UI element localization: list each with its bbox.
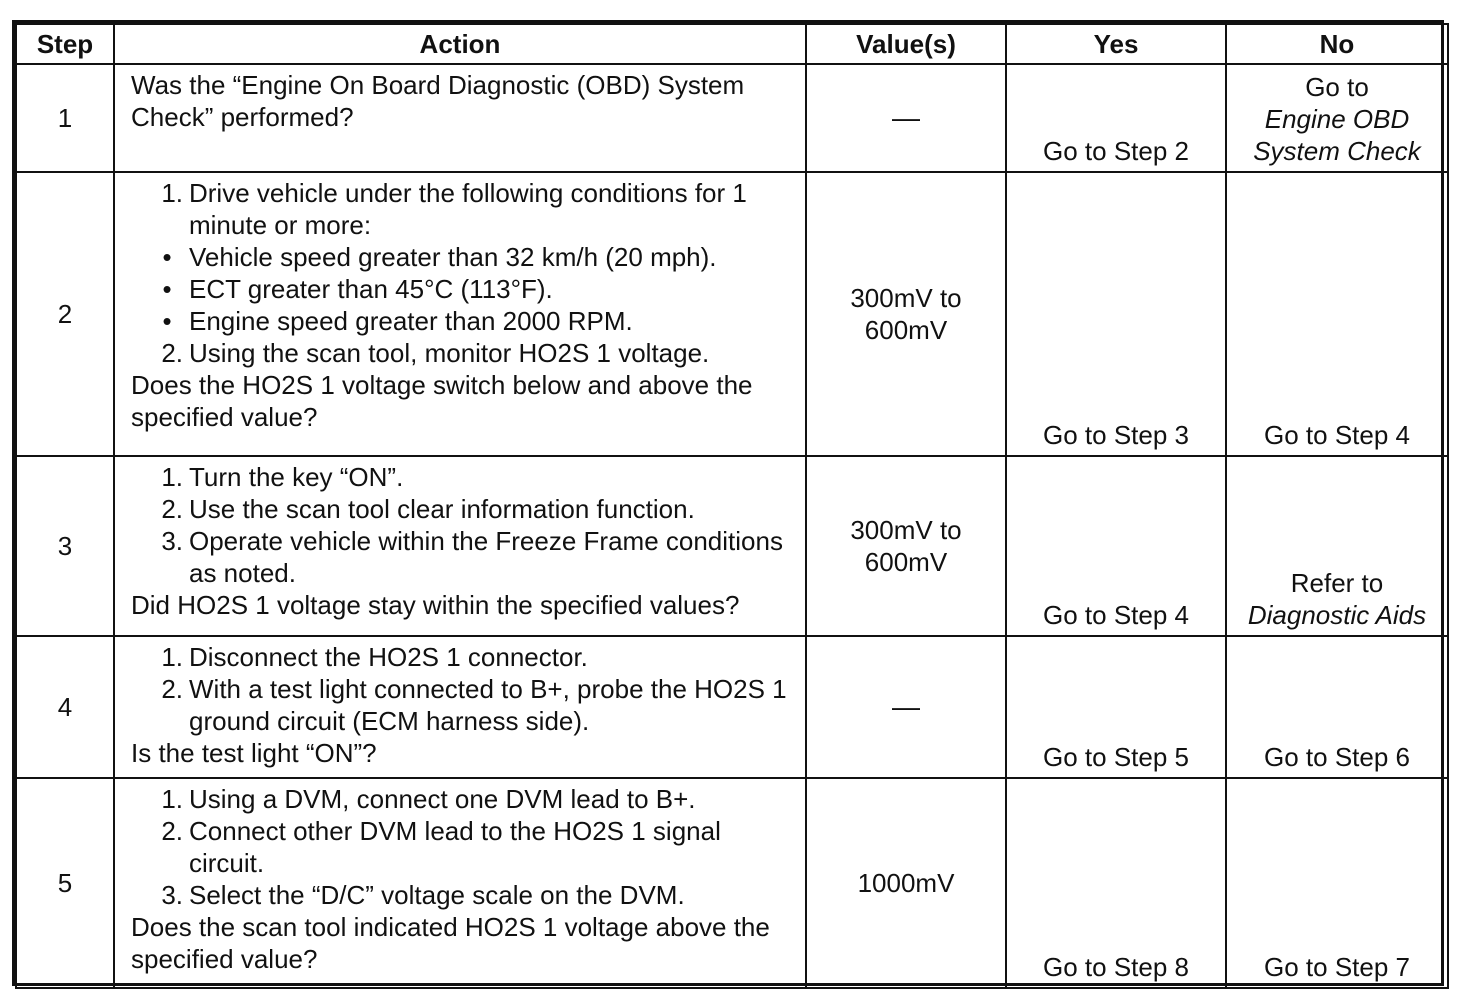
table-row — [16, 64, 1448, 172]
numbered-item — [151, 177, 791, 241]
item-text: Use the scan tool clear information function. — [189, 494, 695, 524]
action-cell — [114, 64, 806, 172]
no-value-dash: — — [892, 691, 920, 722]
no-action-text: Go to Step 7 — [1264, 952, 1410, 982]
value-line: 600mV — [864, 547, 948, 577]
item-marker: • — [162, 306, 172, 336]
item-text: Operate vehicle within the Freeze Frame conditions as noted. — [189, 526, 783, 588]
item-marker: 1. — [161, 178, 183, 208]
action-cell — [114, 778, 806, 988]
step-number: 2 — [16, 172, 114, 456]
item-marker: • — [162, 242, 172, 272]
numbered-item — [151, 783, 791, 815]
no-action-text: Go to Step 6 — [1264, 742, 1410, 772]
value-cell — [806, 172, 1006, 456]
no-action — [1226, 172, 1448, 456]
item-text: ECT greater than 45°C (113°F). — [189, 274, 553, 304]
numbered-item — [151, 461, 791, 493]
value-cell — [806, 778, 1006, 988]
item-marker: 1. — [161, 642, 183, 672]
no-action — [1226, 778, 1448, 988]
no-action-text: Refer to — [1290, 568, 1384, 598]
numbered-item — [151, 879, 791, 911]
no-action-text: Go to — [1305, 72, 1369, 102]
no-action — [1226, 64, 1448, 172]
item-text: With a test light connected to B+, probe the HO2S 1 ground circuit (ECM harness side). — [189, 674, 787, 736]
header-yes: Yes — [1006, 24, 1226, 64]
numbered-item — [151, 641, 791, 673]
yes-action: Go to Step 8 — [1006, 778, 1226, 988]
bullet-item — [151, 241, 791, 273]
step-number: 5 — [16, 778, 114, 988]
diagnostic-table — [12, 20, 1444, 986]
item-text: Vehicle speed greater than 32 km/h (20 mph). — [189, 242, 717, 272]
item-marker: 1. — [161, 462, 183, 492]
no-action-reference: Diagnostic Aids — [1247, 600, 1427, 630]
header-values: Value(s) — [806, 24, 1006, 64]
yes-action: Go to Step 2 — [1006, 64, 1226, 172]
numbered-item — [151, 673, 791, 737]
item-marker: 3. — [161, 880, 183, 910]
item-marker: 3. — [161, 526, 183, 556]
action-cell — [114, 172, 806, 456]
header-action: Action — [114, 24, 806, 64]
item-text: Disconnect the HO2S 1 connector. — [189, 642, 588, 672]
step-number: 4 — [16, 636, 114, 778]
question-text: Does the HO2S 1 voltage switch below and above the specified value? — [131, 370, 753, 432]
table-row — [16, 172, 1448, 456]
value-line: 300mV to — [850, 283, 962, 313]
item-marker: • — [162, 274, 172, 304]
item-text: Using a DVM, connect one DVM lead to B+. — [189, 784, 696, 814]
item-text: Select the “D/C” voltage scale on the DVM. — [189, 880, 685, 910]
yes-action: Go to Step 5 — [1006, 636, 1226, 778]
table-row — [16, 636, 1448, 778]
no-action-reference: Engine OBD System Check — [1253, 104, 1421, 166]
question-text: Is the test light “ON”? — [131, 738, 377, 768]
item-text: Connect other DVM lead to the HO2S 1 signal circuit. — [189, 816, 721, 878]
table-row — [16, 456, 1448, 636]
no-action — [1226, 456, 1448, 636]
value-cell — [806, 456, 1006, 636]
value-line: 300mV to — [850, 515, 962, 545]
item-text: Using the scan tool, monitor HO2S 1 voltage. — [189, 338, 710, 368]
bullet-item — [151, 273, 791, 305]
numbered-item — [151, 337, 791, 369]
numbered-item — [151, 815, 791, 879]
diagnostic-table-grid — [15, 23, 1449, 989]
header-no: No — [1226, 24, 1448, 64]
no-action — [1226, 636, 1448, 778]
question-text: Does the scan tool indicated HO2S 1 voltage above the specified value? — [131, 912, 770, 974]
action-cell — [114, 636, 806, 778]
question-text: Did HO2S 1 voltage stay within the specified values? — [131, 590, 740, 620]
bullet-item — [151, 305, 791, 337]
value-cell — [806, 636, 1006, 778]
header-row — [16, 24, 1448, 64]
table-row — [16, 778, 1448, 988]
yes-action: Go to Step 3 — [1006, 172, 1226, 456]
value-cell — [806, 64, 1006, 172]
value-line: 1000mV — [857, 868, 955, 898]
question-text: Was the “Engine On Board Diagnostic (OBD) System Check” performed? — [131, 70, 745, 132]
numbered-item — [151, 525, 791, 589]
item-text: Drive vehicle under the following conditions for 1 minute or more: — [189, 178, 747, 240]
step-number: 3 — [16, 456, 114, 636]
item-marker: 2. — [161, 338, 183, 368]
no-action-text: Go to Step 4 — [1264, 420, 1410, 450]
item-marker: 2. — [161, 816, 183, 846]
action-cell — [114, 456, 806, 636]
item-marker: 2. — [161, 494, 183, 524]
item-text: Turn the key “ON”. — [189, 462, 404, 492]
item-text: Engine speed greater than 2000 RPM. — [189, 306, 633, 336]
numbered-item — [151, 493, 791, 525]
yes-action: Go to Step 4 — [1006, 456, 1226, 636]
value-line: 600mV — [864, 315, 948, 345]
item-marker: 1. — [161, 784, 183, 814]
step-number: 1 — [16, 64, 114, 172]
no-value-dash: — — [892, 102, 920, 133]
header-step: Step — [16, 24, 114, 64]
item-marker: 2. — [161, 674, 183, 704]
